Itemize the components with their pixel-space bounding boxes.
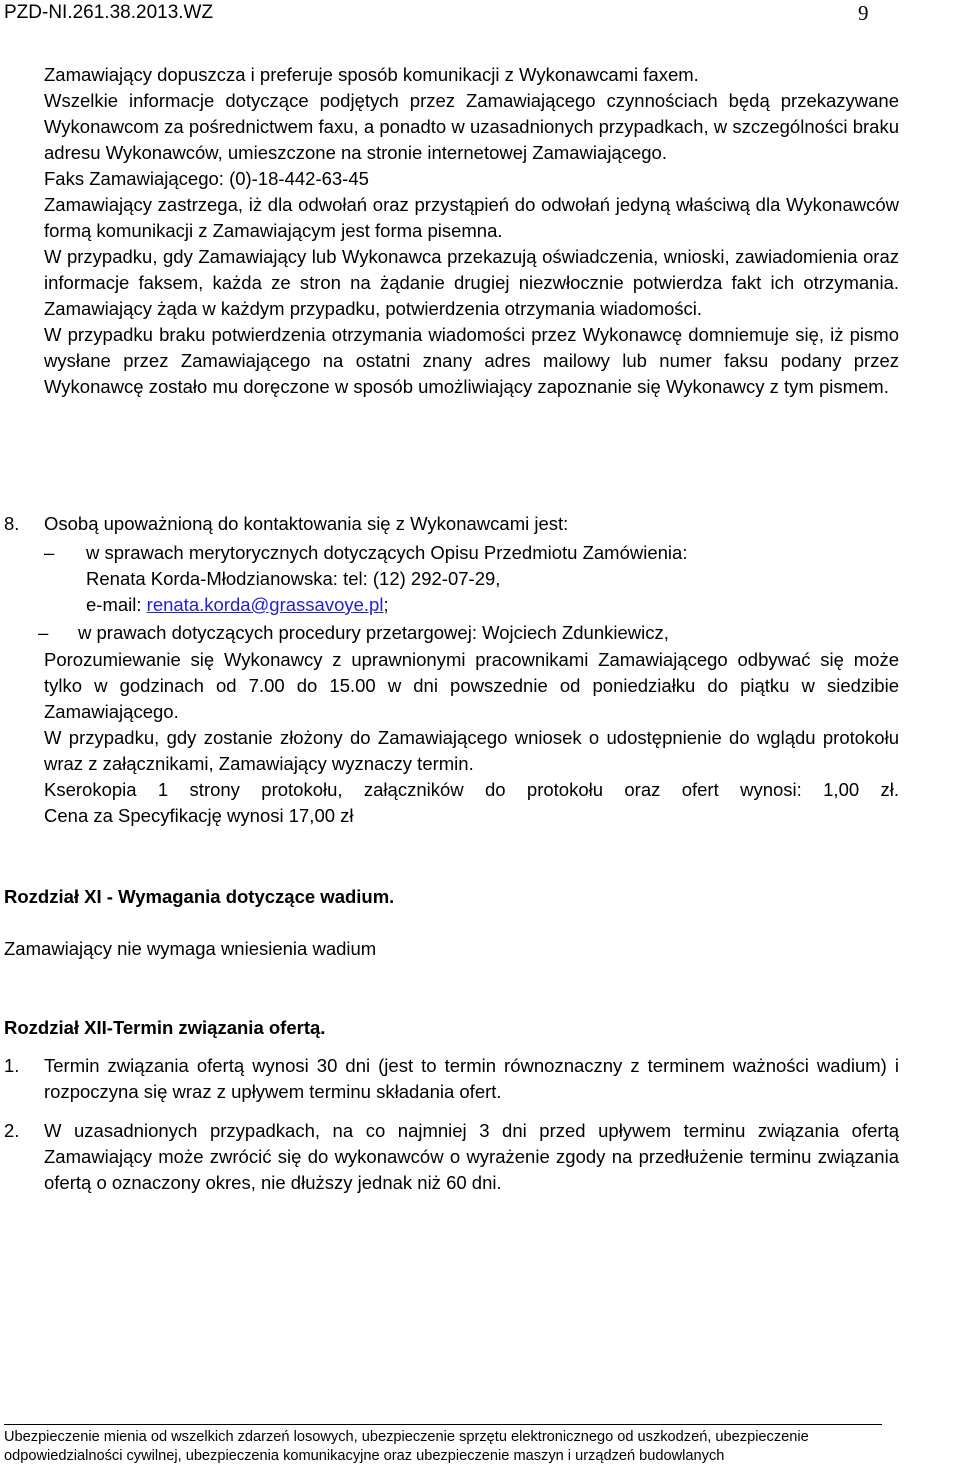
email-line [86,592,389,618]
fax-number-paragraph: Faks Zamawiającego: (0)-18-442-63-45 [44,168,369,189]
offer-validity-text: Termin związania ofertą wynosi 30 dni (jest to termin równoznaczny z terminem ważności wadium) i rozpoczyna się wraz z upływem terminu składania ofert. [44,1055,899,1102]
dash-bullet: – [38,622,49,643]
copy-fee-paragraph: Kserokopia 1 strony protokołu, załączników do protokołu oraz ofert wynosi: 1,00 zł. [44,779,899,800]
list-item-number: 1. [4,1055,20,1076]
footer [4,1428,956,1466]
procedure-contact-line: w prawach dotyczących procedury przetargowej: Wojciech Zdunkiewicz, [78,622,669,643]
information-transfer-paragraph: Wszelkie informacje dotyczące podjętych przez Zamawiającego czynnościach będą przekazywane Wykonawcom za pośrednictwem faxu, a ponadto w uzasadnionych przypadkach, w szczególności braku adresu Wykonawców, umieszczone na stronie internetowej Zamawiającego. [44,90,899,163]
email-suffix: ; [383,594,389,615]
list-item [44,1053,899,1105]
confirmation-paragraph: W przypadku, gdy Zamawiający lub Wykonawca przekazują oświadczenia, wnioski, zawiadomienia oraz informacje faksem, każda ze stron na żądanie drugiej niezwłocznie potwierdza fakt ich otrzymania. Zamawiający żąda w każdym przypadku, potwierdzenia otrzymania wiadomości. [44,246,899,319]
communication-section [44,62,899,400]
chapter-11-heading: Rozdział XI - Wymagania dotyczące wadium. [4,886,395,907]
footer-line-2: odpowiedzialności cywilnej, ubezpieczenia komunikacyjne oraz ubezpieczenie maszyn i urządzeń budowlanych [4,1448,725,1464]
contact-person-intro: Osobą upoważnioną do kontaktowania się z Wykonawcami jest: [44,513,569,534]
specification-price-paragraph: Cena za Specyfikację wynosi 17,00 zł [44,805,354,826]
chapter-11-text: Zamawiający nie wymaga wniesienia wadium [4,938,377,959]
footer-line-1: Ubezpieczenie mienia od wszelkich zdarzeń losowych, ubezpieczenie sprzętu elektronicznego od uszkodzeń, ubezpieczenie [4,1429,809,1445]
presumed-delivery-paragraph: W przypadku braku potwierdzenia otrzymania wiadomości przez Wykonawcę domniemuje się, iż pismo wysłane przez Zamawiającego na ostatni znany adres mailowy lub numer faksu podany przez Wykonawcę zostało mu doręczone w sposób umożliwiający zapoznanie się Wykonawcy z tym pismem. [44,324,899,397]
substantive-contact-person: Renata Korda-Młodzianowska: tel: (12) 292-07-29, [86,568,501,589]
fax-preference-paragraph: Zamawiający dopuszcza i preferuje sposób komunikacji z Wykonawcami faxem. [44,64,699,85]
document-id: PZD-NI.261.38.2013.WZ [4,2,214,23]
list-item [44,1118,899,1196]
list-item-number: 2. [4,1120,20,1141]
protocol-access-paragraph: W przypadku, gdy zostanie złożony do Zamawiającego wniosek o udostępnienie do wglądu protokołu wraz z załącznikami, Zamawiający wyznaczy termin. [44,727,899,774]
page-number: 9 [858,1,869,25]
email-label: e-mail: [86,594,147,615]
dash-bullet: – [44,542,55,563]
section-8-body [44,647,899,829]
email-link[interactable]: renata.korda@grassavoye.pl [146,594,384,615]
written-form-paragraph: Zamawiający zastrzega, iż dla odwołań oraz przystąpień do odwołań jedyną właściwą dla Wykonawców formą komunikacji z Zamawiającym jest forma pisemna. [44,194,899,241]
substantive-contact-line: w sprawach merytorycznych dotyczących Opisu Przedmiotu Zamówienia: [86,542,688,563]
footer-divider [4,1424,882,1425]
chapter-12-heading: Rozdział XII-Termin związania ofertą. [4,1017,326,1038]
section-8-number: 8. [4,513,20,534]
office-hours-paragraph: Porozumiewanie się Wykonawcy z uprawnionymi pracownikami Zamawiającego odbywać się może tylko w godzinach od 7.00 do 15.00 w dni powszednie od poniedziałku do piątku w siedzibie Zamawiającego. [44,649,899,722]
extension-request-text: W uzasadnionych przypadkach, na co najmniej 3 dni przed upływem terminu związania ofertą Zamawiający może zwrócić się do wykonawców o wyrażenie zgody na przedłużenie terminu związania ofertą o oznaczony okres, nie dłuższy jednak niż 60 dni. [44,1120,899,1193]
